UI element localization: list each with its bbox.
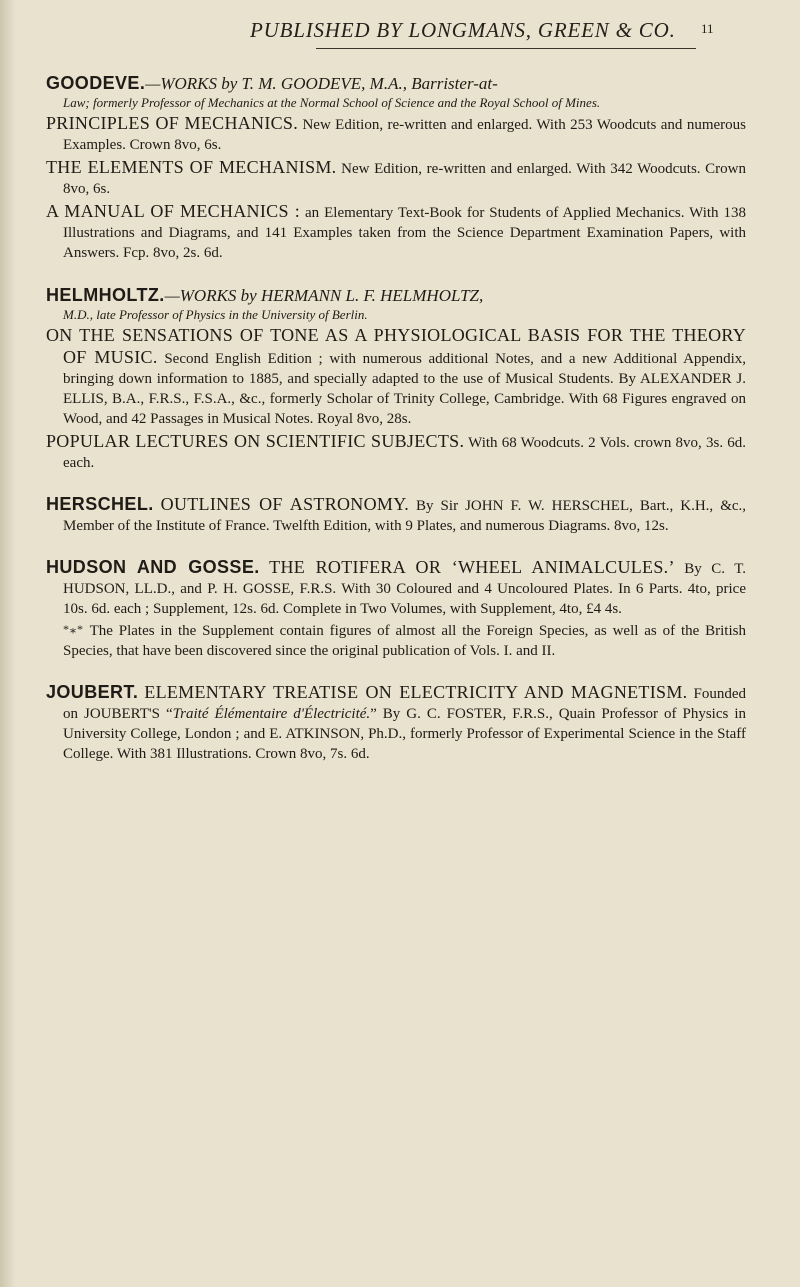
- book-entry: [46, 325, 746, 429]
- page-number: 11: [701, 21, 714, 36]
- page-edge: [0, 0, 16, 1287]
- book-title: A MANUAL OF MECHANICS :: [46, 201, 301, 221]
- book-details: New Edition, re-written and enlarged. With 342 Woodcuts. Crown 8vo, 6s.: [63, 161, 747, 197]
- author-heading: [46, 284, 746, 307]
- entry-hudson-gosse: [46, 557, 746, 661]
- book-details: By Sir JOHN F. W. HERSCHEL, Bart., K.H., &c., Member of the Institute of France. Twelfth Edition, with 9 Plates, and numerous Diagrams. 8vo, 12s.: [63, 498, 747, 534]
- book-details: With 68 Woodcuts. 2 Vols. crown 8vo, 3s. 6d. each.: [63, 435, 746, 471]
- entry-joubert: [46, 682, 746, 764]
- book-details-before: Founded on JOUBERT'S “: [63, 686, 747, 722]
- author-name: JOUBERT.: [46, 682, 139, 702]
- entry-helmholtz: [46, 284, 746, 473]
- book-entry: [46, 557, 746, 619]
- note-text: The Plates in the Supplement contain figures of almost all the Foreign Species, as well as of the British Species, that have been discovered since the original publication of Vols. I. and II.: [63, 623, 746, 659]
- author-description: M.D., late Professor of Physics in the University of Berlin.: [63, 307, 368, 322]
- book-details: Second English Edition ; with numerous additional Notes, and a new Additional Appendix, bringing down information to 1885, and specially adapted to the use of Musical Students. By ALEXANDER J. ELLIS, B.A., F.R.S., F.S.A., &c., formerly Scholar of Trinity College, Cambridge. With 68 Figures engraved on Wood, and 42 Passages in Musical Notes. Royal 8vo, 28s.: [63, 351, 746, 427]
- page-header: [0, 8, 800, 68]
- book-title: POPULAR LECTURES ON SCIENTIFIC SUBJECTS.: [46, 431, 465, 451]
- asterism-mark: *⁎*: [63, 622, 84, 636]
- running-title: PUBLISHED BY LONGMANS, GREEN & CO.: [250, 18, 676, 42]
- book-details-after: ” By G. C. FOSTER, F.R.S., Quain Professor of Physics in University College, London ; and E. ATKINSON, Ph.D., formerly Professor of Experimental Science in the Staff College. With 381 Illustrations. Crown 8vo, 7s. 6d.: [63, 706, 746, 762]
- author-name: HELMHOLTZ.: [46, 285, 165, 305]
- catalogue-content: [46, 72, 746, 785]
- book-entry: [46, 431, 746, 473]
- book-title: THE ELEMENTS OF MECHANISM.: [46, 157, 337, 177]
- author-description: Law; formerly Professor of Mechanics at the Normal School of Science and the Royal School of Mines.: [63, 95, 601, 110]
- book-entry: [46, 682, 746, 764]
- book-details: New Edition, re-written and enlarged. With 253 Woodcuts and numerous Examples. Crown 8vo, 6s.: [63, 117, 746, 153]
- works-label: —WORKS by T. M. GOODEVE, M.A., Barrister-at-: [145, 74, 498, 93]
- book-title: PRINCIPLES OF MECHANICS.: [46, 113, 299, 133]
- author-heading: [46, 72, 746, 95]
- book-title: ON THE SENSATIONS OF TONE AS A PHYSIOLOGICAL BASIS FOR THE THEORY OF MUSIC.: [46, 325, 746, 367]
- entry-herschel: [46, 494, 746, 536]
- author-name: HUDSON AND GOSSE.: [46, 557, 260, 577]
- supplement-note: [63, 619, 746, 661]
- book-details: an Elementary Text-Book for Students of Applied Mechanics. With 138 Illustrations and Diagrams, and 141 Examples taken from the Science Department Examination Papers, with Answers. Fcp. 8vo, 2s. 6d.: [63, 205, 747, 261]
- book-details-italic: Traité Élémentaire d'Électricité.: [172, 706, 371, 722]
- book-entry: [46, 494, 746, 536]
- entry-goodeve: [46, 72, 746, 263]
- book-title: THE ROTIFERA OR ‘WHEEL ANIMALCULES.’: [269, 557, 675, 577]
- header-rule: [316, 48, 696, 49]
- book-details: By C. T. HUDSON, LL.D., and P. H. GOSSE, F.R.S. With 30 Coloured and 4 Uncoloured Plates. In 6 Parts. 4to, price 10s. 6d. each ; Supplement, 12s. 6d. Complete in Two Volumes, with Supplement, 4to, £4 4s.: [63, 561, 747, 617]
- book-entry: [46, 157, 746, 199]
- works-label: —WORKS by HERMANN L. F. HELMHOLTZ,: [164, 286, 484, 305]
- book-entry: [46, 201, 746, 263]
- book-title: ELEMENTARY TREATISE ON ELECTRICITY AND MAGNETISM.: [144, 682, 688, 702]
- author-name: GOODEVE.: [46, 73, 146, 93]
- book-title: OUTLINES OF ASTRONOMY.: [160, 494, 409, 514]
- author-name: HERSCHEL.: [46, 494, 154, 514]
- book-entry: [46, 113, 746, 155]
